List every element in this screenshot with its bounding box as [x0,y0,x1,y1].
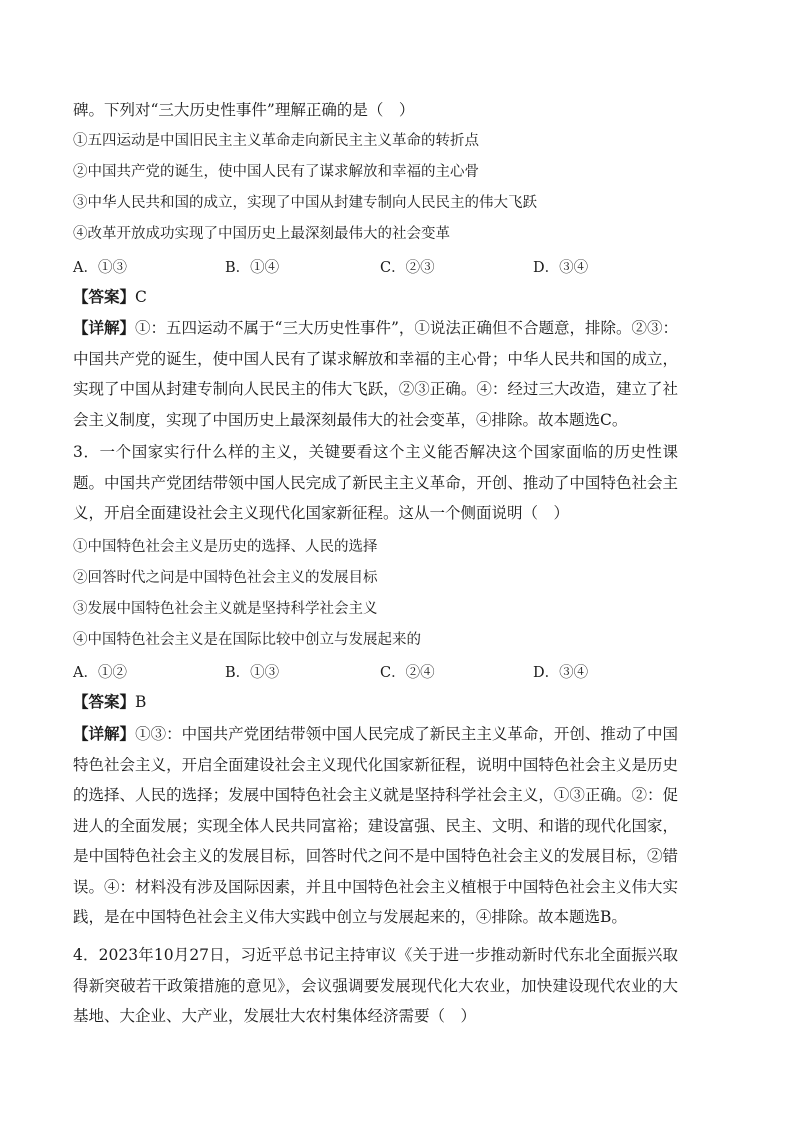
q3-option-d: D．③④ [533,665,589,681]
q3-option-b: B．①③ [225,665,280,681]
q3-item-4: ④中国特色社会主义是在国际比较中创立与发展起来的 [73,632,421,648]
q2-option-a: A．①③ [73,260,127,276]
q2-option-c: C．②③ [380,260,435,276]
q3-stem: 3．一个国家实行什么样的主义，关键要看这个主义能否解决这个国家面临的历史性课题。中国共产党团结带领中国人民完成了新民主主义革命，开创、推动了中国特色社会主义，开启全面建设社会主义现代化国家新征程。这从一个侧面说明（ ） [73,443,678,522]
q3-option-a: A．①② [73,665,127,681]
q3-options [73,661,713,681]
q2-item-1: ①五四运动是中国旧民主主义革命走向新民主主义革命的转折点 [73,133,479,149]
q2-option-b: B．①④ [225,260,280,276]
q2-option-d: D．③④ [533,260,589,276]
q2-item-2: ②中国共产党的诞生，使中国人民有了谋求解放和幸福的主心骨 [73,164,479,180]
q3-detail-text: ①③：中国共产党团结带领中国人民完成了新民主主义革命，开创、推动了中国特色社会主义，开启全面建设社会主义现代化国家新征程，说明中国特色社会主义是历史的选择、人民的选择；发展中国特色社会主义就是坚持科学社会主义，①③正确。②：促进人的全面发展；实现全体人民共同富裕；建设富强、民主、文明、和谐的现代化国家，是中国特色社会主义的发展目标，回答时代之问不是中国特色社会主义的发展目标，②错误。④：材料没有涉及国际因素，并且中国特色社会主义植根于中国特色社会主义伟大实践，是在中国特色社会主义伟大实践中创立与发展起来的，④排除。故本题选B。 [73,725,678,926]
q3-option-c: C．②④ [380,665,435,681]
q3-answer-value: B [135,693,147,711]
q3-item-2: ②回答时代之问是中国特色社会主义的发展目标 [73,570,378,586]
q2-detail [73,313,678,435]
q3-detail [73,719,678,933]
q2-detail-text: ①：五四运动不属于“三大历史性事件”，①说法正确但不合题意，排除。②③：中国共产党的诞生，使中国人民有了谋求解放和幸福的主心骨；中华人民共和国的成立，实现了中国从封建专制向人民民主的伟大飞跃，②③正确。④：经过三大改造，建立了社会主义制度，实现了中国历史上最深刻最伟大的社会变革，④排除。故本题选C。 [73,319,678,429]
q2-answer-value: C [135,288,147,306]
q2-answer-tag: 【答案】 [73,287,136,306]
q2-stem-tail: 碑。下列对“三大历史性事件”理解正确的是（ ） [73,101,415,119]
q3-item-1: ①中国特色社会主义是历史的选择、人民的选择 [73,539,378,555]
q2-detail-tag: 【详解】 [73,318,136,337]
q4-stem: 4．2023年10月27日，习近平总书记主持审议《关于进一步推动新时代东北全面振兴取得新突破若干政策措施的意见》，会议强调要发展现代化大农业，加快建设现代农业的大基地、大企业、大产业，发展壮大农村集体经济需要（ ） [73,946,678,1025]
q3-detail-tag: 【详解】 [73,724,136,743]
q3-item-3: ③发展中国特色社会主义就是坚持科学社会主义 [73,601,378,617]
q2-answer [73,287,147,307]
q2-item-3: ③中华人民共和国的成立，实现了中国从封建专制向人民民主的伟大飞跃 [73,195,537,211]
document-page [73,0,713,1123]
q2-item-4: ④改革开放成功实现了中国历史上最深刻最伟大的社会变革 [73,226,450,242]
q3-answer [73,692,146,712]
q3-answer-tag: 【答案】 [73,692,136,711]
q2-options [73,256,713,276]
